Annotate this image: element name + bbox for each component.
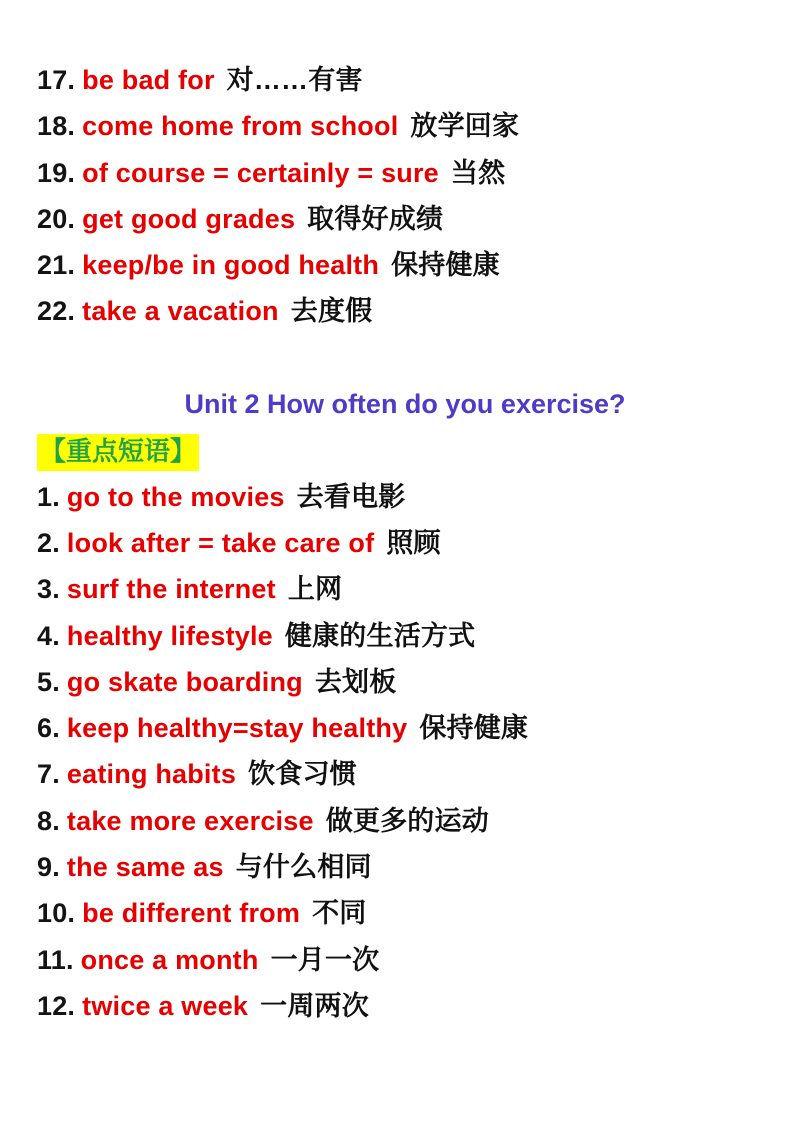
phrase-chinese: 上网 [287,574,343,605]
item-number: 2. [37,527,60,558]
phrase-item [37,798,773,844]
item-number: 4. [37,620,60,651]
phrase-item [37,57,773,103]
phrase-english: of course = certainly = sure [82,157,439,188]
unit2-phrase-list [37,474,773,1030]
item-number: 9. [37,852,60,883]
phrase-chinese: 保持健康 [391,250,500,281]
phrase-item [37,150,773,196]
phrase-item [37,196,773,242]
subheading-line [37,427,773,473]
phrase-english: keep healthy=stay healthy [66,713,408,744]
phrase-english: once a month [80,944,259,975]
phrase-item [37,983,773,1029]
phrase-chinese: 不同 [312,898,367,929]
phrase-item [37,474,773,520]
item-number: 18. [37,111,76,142]
phrase-item [37,103,773,149]
phrase-chinese: 做更多的运动 [325,805,489,836]
phrase-english: eating habits [66,759,237,790]
item-number: 7. [37,759,60,790]
phrase-chinese: 去度假 [290,296,373,327]
phrase-chinese: 对……有害 [226,65,363,95]
phrase-chinese: 与什么相同 [235,852,372,883]
phrase-english: the same as [66,852,224,883]
item-number: 19. [37,157,76,188]
unit1-phrase-list [37,57,773,335]
phrase-english: keep/be in good health [82,250,380,281]
item-number: 11. [37,944,74,975]
phrase-english: come home from school [82,111,399,142]
phrase-english: take a vacation [82,296,279,327]
phrase-chinese: 保持健康 [419,713,529,744]
unit2-title: Unit 2 How often do you exercise? [184,389,626,420]
phrase-chinese: 当然 [450,157,506,188]
phrase-english: go skate boarding [66,666,303,697]
phrase-chinese: 健康的生活方式 [284,620,476,651]
item-number: 3. [37,574,60,605]
item-number: 12. [37,990,76,1021]
phrase-item [37,520,773,566]
item-number: 5. [37,666,60,697]
phrase-item [37,751,773,797]
phrase-item [37,890,773,936]
phrase-english: take more exercise [66,805,314,836]
phrase-chinese: 去划板 [314,666,397,697]
phrase-english: look after = take care of [66,527,375,558]
phrase-item [37,566,773,612]
phrase-english: get good grades [82,203,296,234]
phrase-english: twice a week [82,990,249,1021]
phrase-item [37,242,773,288]
phrase-english: surf the internet [66,574,276,605]
item-number: 20. [37,203,76,234]
phrase-chinese: 一周两次 [260,990,369,1021]
phrase-chinese: 饮食习惯 [248,759,357,790]
phrase-english: be different from [82,898,301,929]
item-number: 8. [37,805,60,836]
phrase-item [37,613,773,659]
phrase-chinese: 放学回家 [410,111,520,142]
item-number: 1. [37,481,60,512]
phrase-item [37,937,773,983]
phrase-chinese: 去看电影 [296,481,406,512]
phrase-item [37,705,773,751]
key-phrases-subheading: 【重点短语】 [37,434,199,471]
phrase-english: be bad for [82,65,215,95]
phrase-english: go to the movies [66,481,285,512]
item-number: 17. [37,65,76,95]
phrase-chinese: 取得好成绩 [307,203,444,234]
phrase-chinese: 照顾 [386,527,441,558]
phrase-chinese: 一月一次 [270,944,380,975]
item-number: 22. [37,296,76,327]
item-number: 21. [37,250,76,281]
phrase-english: healthy lifestyle [66,620,273,651]
phrase-item [37,844,773,890]
phrase-item [37,288,773,334]
item-number: 6. [37,713,60,744]
item-number: 10. [37,898,76,929]
phrase-item [37,659,773,705]
